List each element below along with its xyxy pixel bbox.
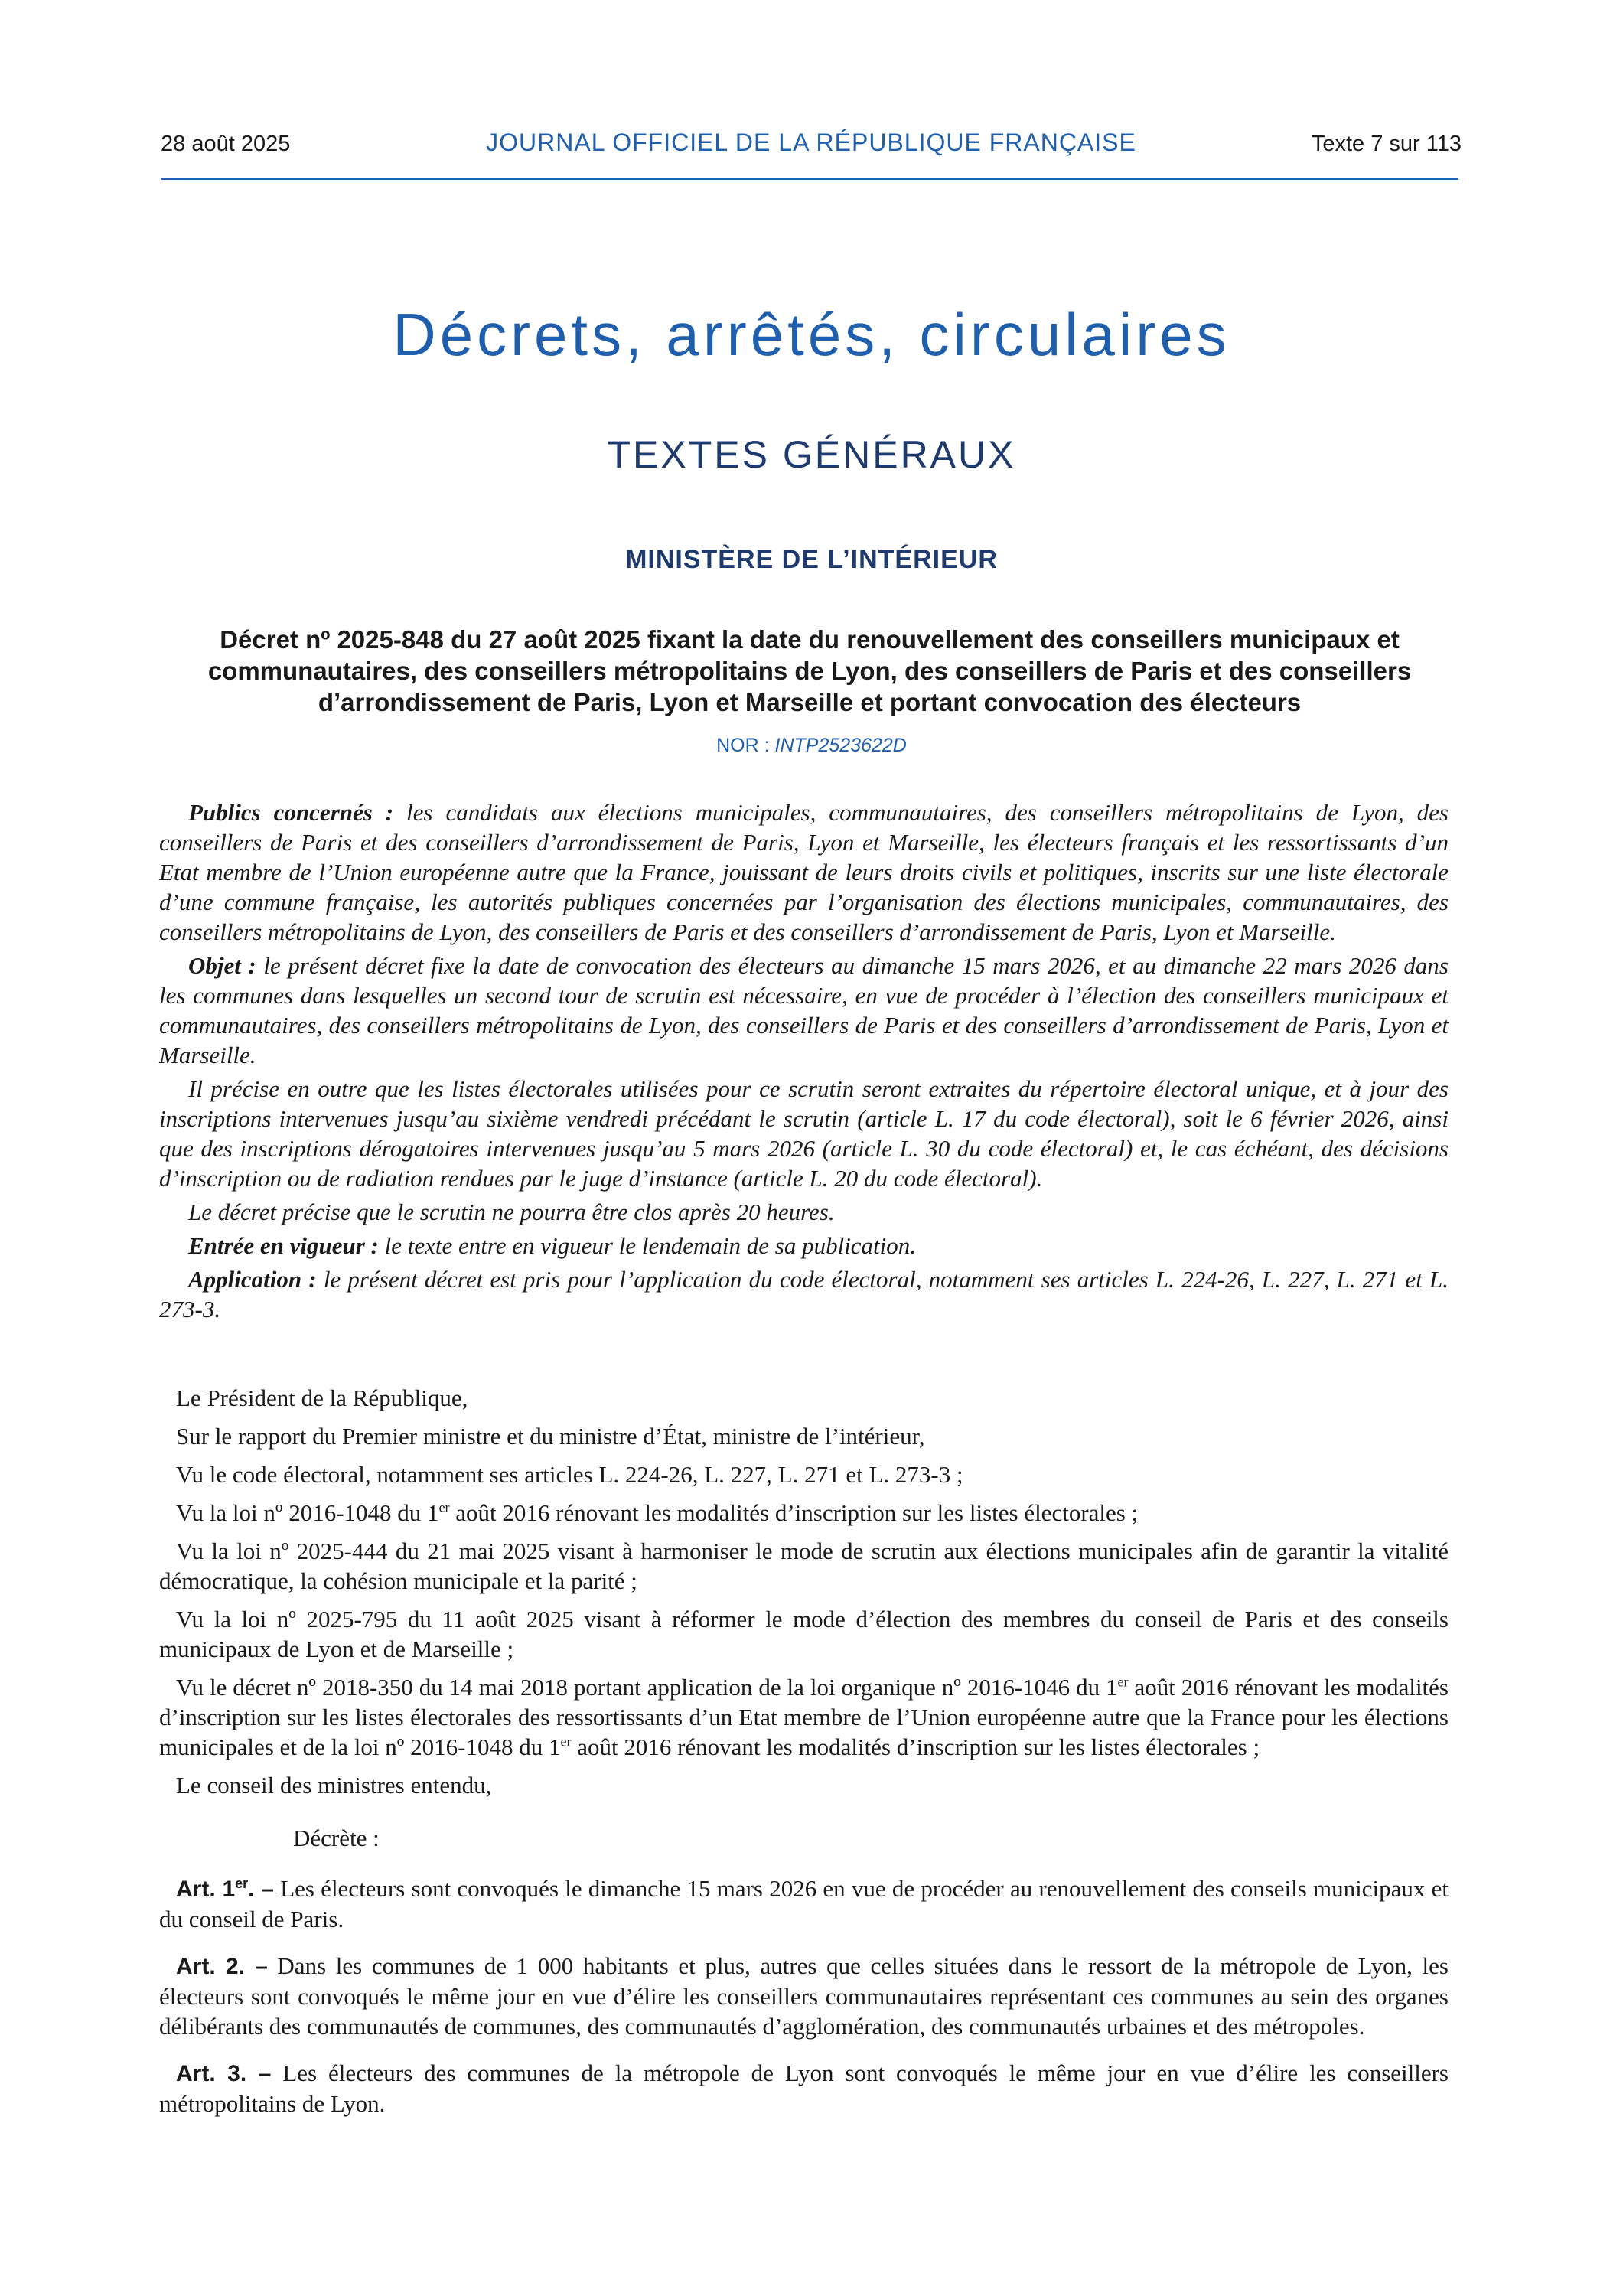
section-title: Décrets, arrêtés, circulaires: [393, 301, 1230, 368]
page-header: [161, 124, 1462, 162]
objet-label: Objet :: [188, 952, 256, 979]
summary-scrutin: Le décret précise que le scrutin ne pourra être clos après 20 heures.: [188, 1199, 835, 1225]
article-1-label: [176, 1877, 274, 1902]
article-3-text: Les électeurs des communes de la métropole de Lyon sont convoqués le même jour en vue d’élire les conseillers métropolitains de Lyon.: [159, 2060, 1449, 2117]
body-decrete: Décrète :: [293, 1825, 380, 1851]
article-1-number: Art. 1: [176, 1877, 236, 1902]
publics-text: les candidats aux élections municipales, communautaires, des conseillers métropolitains de Lyon, des conseillers de Paris et des conseillers d’arrondissement de Paris, Lyon et Marseille, les électeurs français et les ressortissants d’un Etat membre de l’Union européenne autre que la France, jouissant de leurs droits civils et politiques, inscrits sur une liste électorale d’une commune française, les autorités publiques concernées par l’organisation des élections municipales, communautaires, des conseillers métropolitains de Lyon, des conseillers de Paris et des conseillers d’arrondissement de Paris, Lyon et Marseille.: [159, 799, 1449, 945]
summary-precise: Il précise en outre que les listes électorales utilisées pour ce scrutin seront extraites du répertoire électoral unique, et à jour des inscriptions intervenues jusqu’au sixième vendredi précédant le scrutin (article L. 17 du code électoral), soit le 6 février 2026, ainsi que des inscriptions dérogatoires intervenues jusqu’au 5 mars 2026 (article L. 30 du code électoral) et, le cas échéant, des décisions d’inscription ou de radiation rendues par le juge d’instance (article L. 20 du code électoral).: [159, 1075, 1449, 1192]
decree-title: Décret nº 2025-848 du 27 août 2025 fixant la date du renouvellement des conseillers municipaux et communautaires, des conseillers métropolitains de Lyon, des conseillers de Paris et des conseillers d’arrondissement de Paris, Lyon et Marseille et portant convocation des électeurs: [207, 625, 1412, 716]
ordinal-superscript: er: [1117, 1674, 1129, 1690]
nor-code: INTP2523622D: [774, 735, 907, 756]
ministry-title: MINISTÈRE DE L’INTÉRIEUR: [625, 545, 998, 574]
application-label: Application :: [188, 1266, 317, 1293]
article-1: [159, 1874, 1449, 1934]
vu-loi-2016-part: août 2016 rénovant les modalités d’inscription sur les listes électorales ;: [449, 1499, 1139, 1526]
body-vu-loi-2025-444: Vu la loi nº 2025-444 du 21 mai 2025 visant à harmoniser le mode de scrutin aux élections municipales afin de garantir la vitalité démocratique, la cohésion municipale et la parité ;: [159, 1538, 1449, 1594]
application-text: le présent décret est pris pour l’application du code électoral, notamment ses articles L. 224-26, L. 227, L. 271 et L. 273-3.: [159, 1266, 1449, 1322]
vu-decret-part: août 2016 rénovant les modalités d’inscription sur les listes électorales ;: [571, 1733, 1260, 1760]
body-conseil: Le conseil des ministres entendu,: [176, 1772, 492, 1799]
body-rapport: Sur le rapport du Premier ministre et du ministre d’État, ministre de l’intérieur,: [176, 1423, 925, 1450]
article-2-label: Art. 2. –: [176, 1954, 268, 1979]
text-counter: Texte 7 sur 113: [1311, 132, 1462, 156]
journal-title: JOURNAL OFFICIEL DE LA RÉPUBLIQUE FRANÇAISE: [486, 129, 1136, 156]
body-vu-loi-2016: [159, 1498, 1449, 1528]
body-vu-loi-2025-795: Vu la loi nº 2025-795 du 11 août 2025 visant à réformer le mode d’élection des membres du conseil de Paris et des conseils municipaux de Lyon et de Marseille ;: [159, 1606, 1449, 1662]
vu-decret-part: Vu le décret nº 2018-350 du 14 mai 2018 portant application de la loi organique nº 2016-1046 du 1: [176, 1674, 1118, 1701]
decree-body: [159, 1383, 1449, 2135]
summary-objet: [159, 951, 1449, 1070]
summary-publics: [159, 797, 1449, 947]
header-date: 28 août 2025: [161, 132, 291, 156]
body-president: Le Président de la République,: [176, 1384, 468, 1411]
publics-label: Publics concernés :: [188, 799, 394, 826]
ordinal-superscript: er: [235, 1876, 249, 1891]
entree-text: le texte entre en vigueur le lendemain de sa publication.: [378, 1232, 917, 1259]
decree-summary: [159, 797, 1449, 1328]
article-2: [159, 1951, 1449, 2041]
vu-decret-part: août 2016 rénovant les modalités d’inscription sur les listes électorales des ressortissants d’un Etat membre de l’Union européenne autre que la France pour les élections municipales et de la loi nº 2016-1048 du 1: [159, 1674, 1449, 1760]
article-1-dash: . –: [248, 1877, 274, 1902]
article-1-text: Les électeurs sont convoqués le dimanche 15 mars 2026 en vue de procéder au renouvellement des conseils municipaux et du conseil de Paris.: [159, 1875, 1449, 1932]
nor-reference: [0, 735, 1623, 757]
objet-text: le présent décret fixe la date de convocation des électeurs au dimanche 15 mars 2026, et au dimanche 22 mars 2026 dans les communes dans lesquelles un second tour de scrutin est nécessaire, en vue de procéder à l’élection des conseillers municipaux et communautaires, des conseillers métropolitains de Lyon, des conseillers de Paris et des conseillers d’arrondissement de Paris, Lyon et Marseille.: [159, 952, 1449, 1068]
body-vu-decret: [159, 1672, 1449, 1762]
nor-label: NOR :: [716, 735, 775, 756]
ordinal-superscript: er: [560, 1733, 572, 1750]
summary-entree: [159, 1231, 1449, 1261]
body-vu-code: Vu le code électoral, notamment ses articles L. 224-26, L. 227, L. 271 et L. 273-3 ;: [176, 1461, 963, 1488]
vu-loi-2016-part: Vu la loi nº 2016-1048 du 1: [176, 1499, 439, 1526]
article-2-text: Dans les communes de 1 000 habitants et plus, autres que celles situées dans le ressort de la métropole de Lyon, les électeurs sont convoqués le même jour en vue d’élire les conseillers communautaires représentant ces communes au sein des organes délibérants des communautés de communes, des communautés d’agglomération, des communautés urbaines et des métropoles.: [159, 1952, 1449, 2040]
header-divider: [161, 178, 1458, 180]
article-3-label: Art. 3. –: [176, 2061, 272, 2086]
article-3: [159, 2058, 1449, 2118]
summary-application: [159, 1264, 1449, 1324]
subsection-title: TEXTES GÉNÉRAUX: [607, 433, 1016, 476]
ordinal-superscript: er: [438, 1499, 450, 1515]
entree-label: Entrée en vigueur :: [188, 1232, 379, 1259]
